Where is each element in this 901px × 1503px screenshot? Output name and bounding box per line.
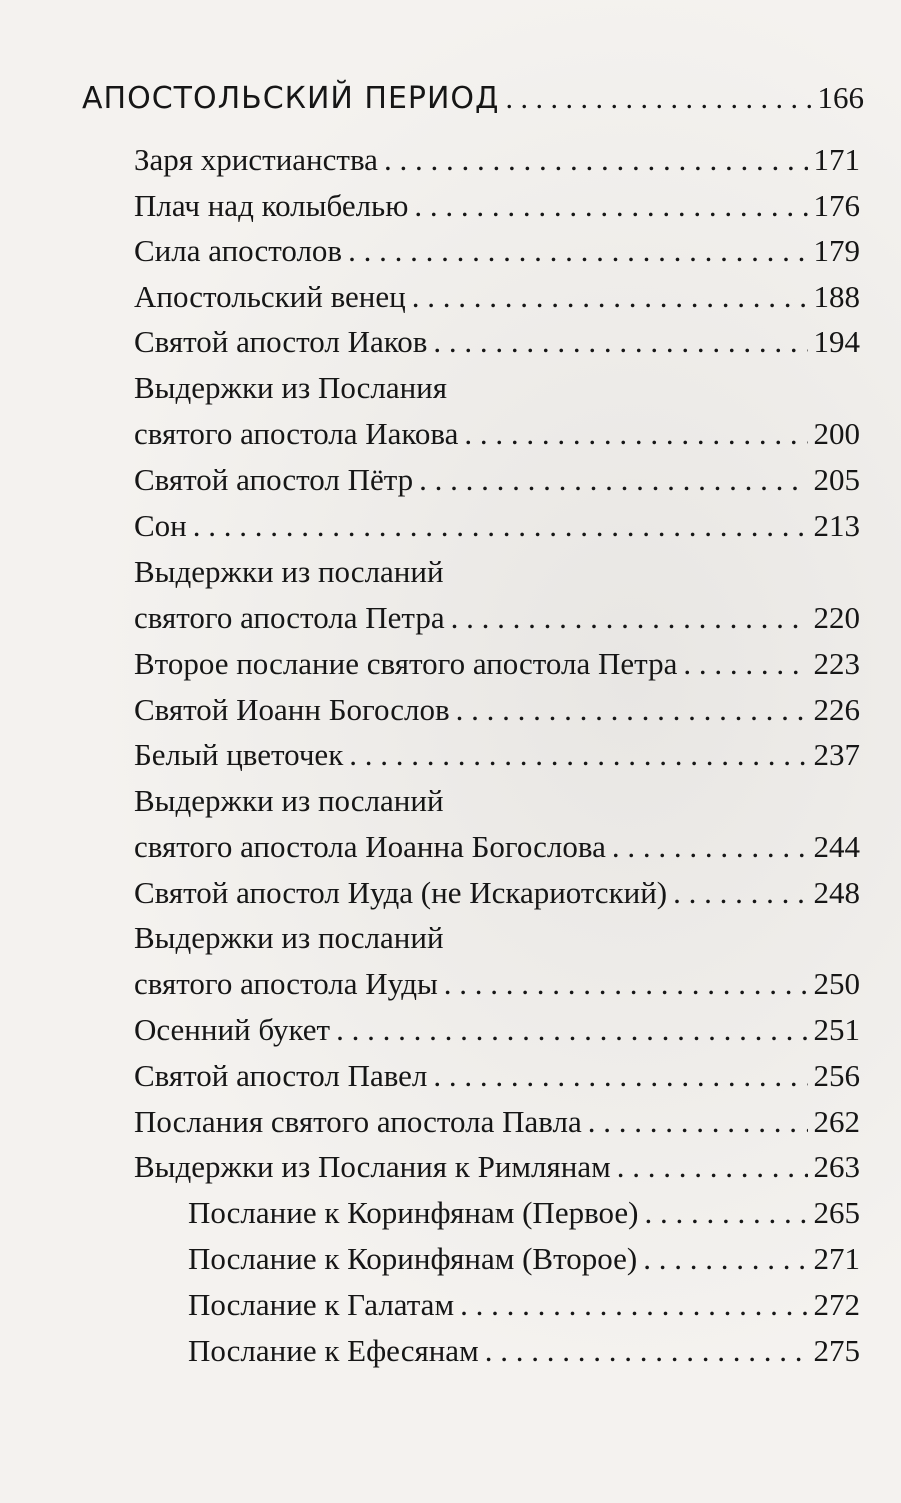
toc-entry (134, 873, 860, 913)
toc-entry-page: 248 (813, 875, 860, 910)
toc-entry-title: святого апостола Иакова (134, 416, 459, 451)
dot-leader (644, 1193, 807, 1233)
toc-entry-page: 200 (813, 416, 860, 451)
dot-leader (456, 690, 808, 730)
toc-entry-title: Выдержки из посланий (134, 920, 444, 955)
toc-entry (134, 414, 860, 454)
toc-entry-title: святого апостола Петра (134, 600, 445, 635)
toc-entry-first-line (134, 781, 860, 821)
toc-entry-page: 237 (813, 737, 860, 772)
dot-leader (485, 1331, 808, 1371)
toc-entry-page: 275 (813, 1333, 860, 1368)
dot-leader (643, 1239, 807, 1279)
toc-entry-first-line (134, 918, 860, 958)
toc-entry (134, 277, 860, 317)
toc-entry (134, 964, 860, 1004)
toc-entry-title: Сон (134, 508, 187, 543)
dot-leader (451, 598, 808, 638)
toc-entry-page: 250 (813, 966, 860, 1001)
toc-entry (134, 735, 860, 775)
dot-leader (612, 827, 808, 867)
dot-leader (588, 1102, 808, 1142)
toc-entry-page: 256 (813, 1058, 860, 1093)
toc-entry (134, 1010, 860, 1050)
toc-entry-title: Выдержки из Послания (134, 370, 448, 405)
toc-entry (134, 1056, 860, 1096)
dot-leader (460, 1285, 807, 1325)
toc-entry-title: Святой апостол Иаков (134, 324, 428, 359)
toc-entry (134, 598, 860, 638)
toc-entry-title: святого апостола Иуды (134, 966, 438, 1001)
dot-leader (384, 140, 808, 180)
toc-entry-page: 272 (813, 1287, 860, 1322)
toc-entry-first-line (134, 368, 860, 408)
toc-entry-title: Белый цветочек (134, 737, 344, 772)
toc-entry-first-line (134, 552, 860, 592)
toc-entry (134, 690, 860, 730)
toc-entry (134, 1147, 860, 1187)
toc-entry-page: 205 (813, 462, 860, 497)
toc-sub-entry (188, 1331, 860, 1371)
toc-entry-title: Осенний букет (134, 1012, 331, 1047)
toc-entry-title: Выдержки из Послания к Римлянам (134, 1149, 611, 1184)
dot-leader (433, 322, 807, 362)
toc-entry-title: Послания святого апостола Павла (134, 1104, 582, 1139)
toc-entry-page: 251 (813, 1012, 860, 1047)
dot-leader (419, 460, 807, 500)
toc-entry-title: святого апостола Иоанна Богослова (134, 829, 606, 864)
toc-sub-entry (188, 1193, 860, 1233)
toc-entry-title: Святой апостол Пётр (134, 462, 414, 497)
toc-entry-title: Плач над колыбелью (134, 188, 409, 223)
toc-entry-title: Заря христианства (134, 142, 378, 177)
toc-entry-title: Послание к Коринфянам (Второе) (188, 1241, 638, 1276)
dot-leader (349, 735, 807, 775)
toc-entry-title: Выдержки из посланий (134, 554, 444, 589)
toc-sub-entry (188, 1285, 860, 1325)
toc-entry-title: Выдержки из посланий (134, 783, 444, 818)
dot-leader (414, 186, 807, 226)
dot-leader (348, 231, 807, 271)
toc-entry-page: 179 (813, 233, 860, 268)
toc-entry-page: 194 (813, 324, 860, 359)
toc-entry-page: 223 (813, 646, 860, 681)
toc-entry (134, 1102, 860, 1142)
toc-entry (134, 827, 860, 867)
toc-entry-page: 271 (813, 1241, 860, 1276)
toc-section-heading (82, 78, 864, 118)
dot-leader (617, 1147, 808, 1187)
toc-entry (134, 460, 860, 500)
toc-entry-title: Послание к Коринфянам (Первое) (188, 1195, 639, 1230)
toc-sub-entry (188, 1239, 860, 1279)
toc-entry-page: 262 (813, 1104, 860, 1139)
toc-entry-title: Второе послание святого апостола Петра (134, 646, 678, 681)
toc-entry (134, 140, 860, 180)
toc-entry-title: Послание к Галатам (188, 1287, 455, 1322)
dot-leader (336, 1010, 807, 1050)
toc-entry (134, 644, 860, 684)
toc-entry (134, 322, 860, 362)
toc-entry (134, 231, 860, 271)
dot-leader (433, 1056, 807, 1096)
toc-entry-title: Апостольский венец (134, 279, 406, 314)
toc-entry-page: 244 (813, 829, 860, 864)
dot-leader (412, 277, 808, 317)
toc-entry-page: 176 (813, 188, 860, 223)
toc-entry-page: 213 (813, 508, 860, 543)
toc-entry (134, 186, 860, 226)
toc-entry (134, 506, 860, 546)
toc-heading-page: 166 (817, 80, 864, 115)
dot-leader (683, 644, 807, 684)
toc-entry-page: 188 (813, 279, 860, 314)
toc-entry-page: 265 (813, 1195, 860, 1230)
toc-entry-title: Послание к Ефесянам (188, 1333, 479, 1368)
dot-leader (673, 873, 807, 913)
toc-entry-title: Святой Иоанн Богослов (134, 692, 450, 727)
toc-entry-title: Святой апостол Павел (134, 1058, 428, 1093)
toc-entry-title: Сила апостолов (134, 233, 343, 268)
toc-entry-page: 263 (813, 1149, 860, 1184)
dot-leader (505, 79, 811, 119)
dot-leader (444, 964, 808, 1004)
toc-entry-page: 220 (813, 600, 860, 635)
toc-entry-page: 171 (813, 142, 860, 177)
dot-leader (193, 506, 808, 546)
dot-leader (464, 414, 807, 454)
toc-entry-title: Святой апостол Иуда (не Искариотский) (134, 875, 668, 910)
toc-heading-title: АПОСТОЛЬСКИЙ ПЕРИОД (82, 81, 500, 116)
toc-entry-page: 226 (813, 692, 860, 727)
